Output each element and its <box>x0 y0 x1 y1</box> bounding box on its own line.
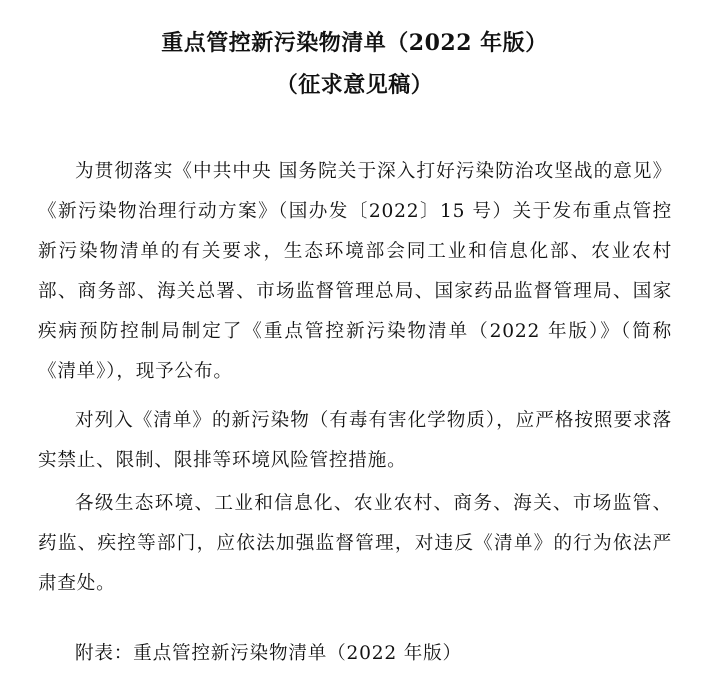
paragraph-supervision: 各级生态环境、工业和信息化、农业农村、商务、海关、市场监管、药监、疾控等部门，应依法加强监督管理，对违反《清单》的行为依法严肃查处。 <box>38 493 672 594</box>
paragraph-intro: 为贯彻落实《中共中央 国务院关于深入打好污染防治攻坚战的意见》《新污染物治理行动方案》（国办发〔2022〕15 号）关于发布重点管控新污染物清单的有关要求，生态环境部会同工业和信息化部、农业农村部、商务部、海关总署、市场监督管理总局、国家药品监督管理局、国家疾病预防控制局制定了《重点管控新污染物清单（2022 年版）》（简称《清单》），现予公布。 <box>38 161 672 382</box>
attachment-note: 附表：重点管控新污染物清单（2022 年版） <box>75 643 462 664</box>
document-title: 重点管控新污染物清单（2022 年版） <box>161 30 548 56</box>
document-subtitle: （征求意见稿） <box>275 72 434 98</box>
paragraph-control-measures: 对列入《清单》的新污染物（有毒有害化学物质），应严格按照要求落实禁止、限制、限排等环境风险管控措施。 <box>38 410 672 471</box>
